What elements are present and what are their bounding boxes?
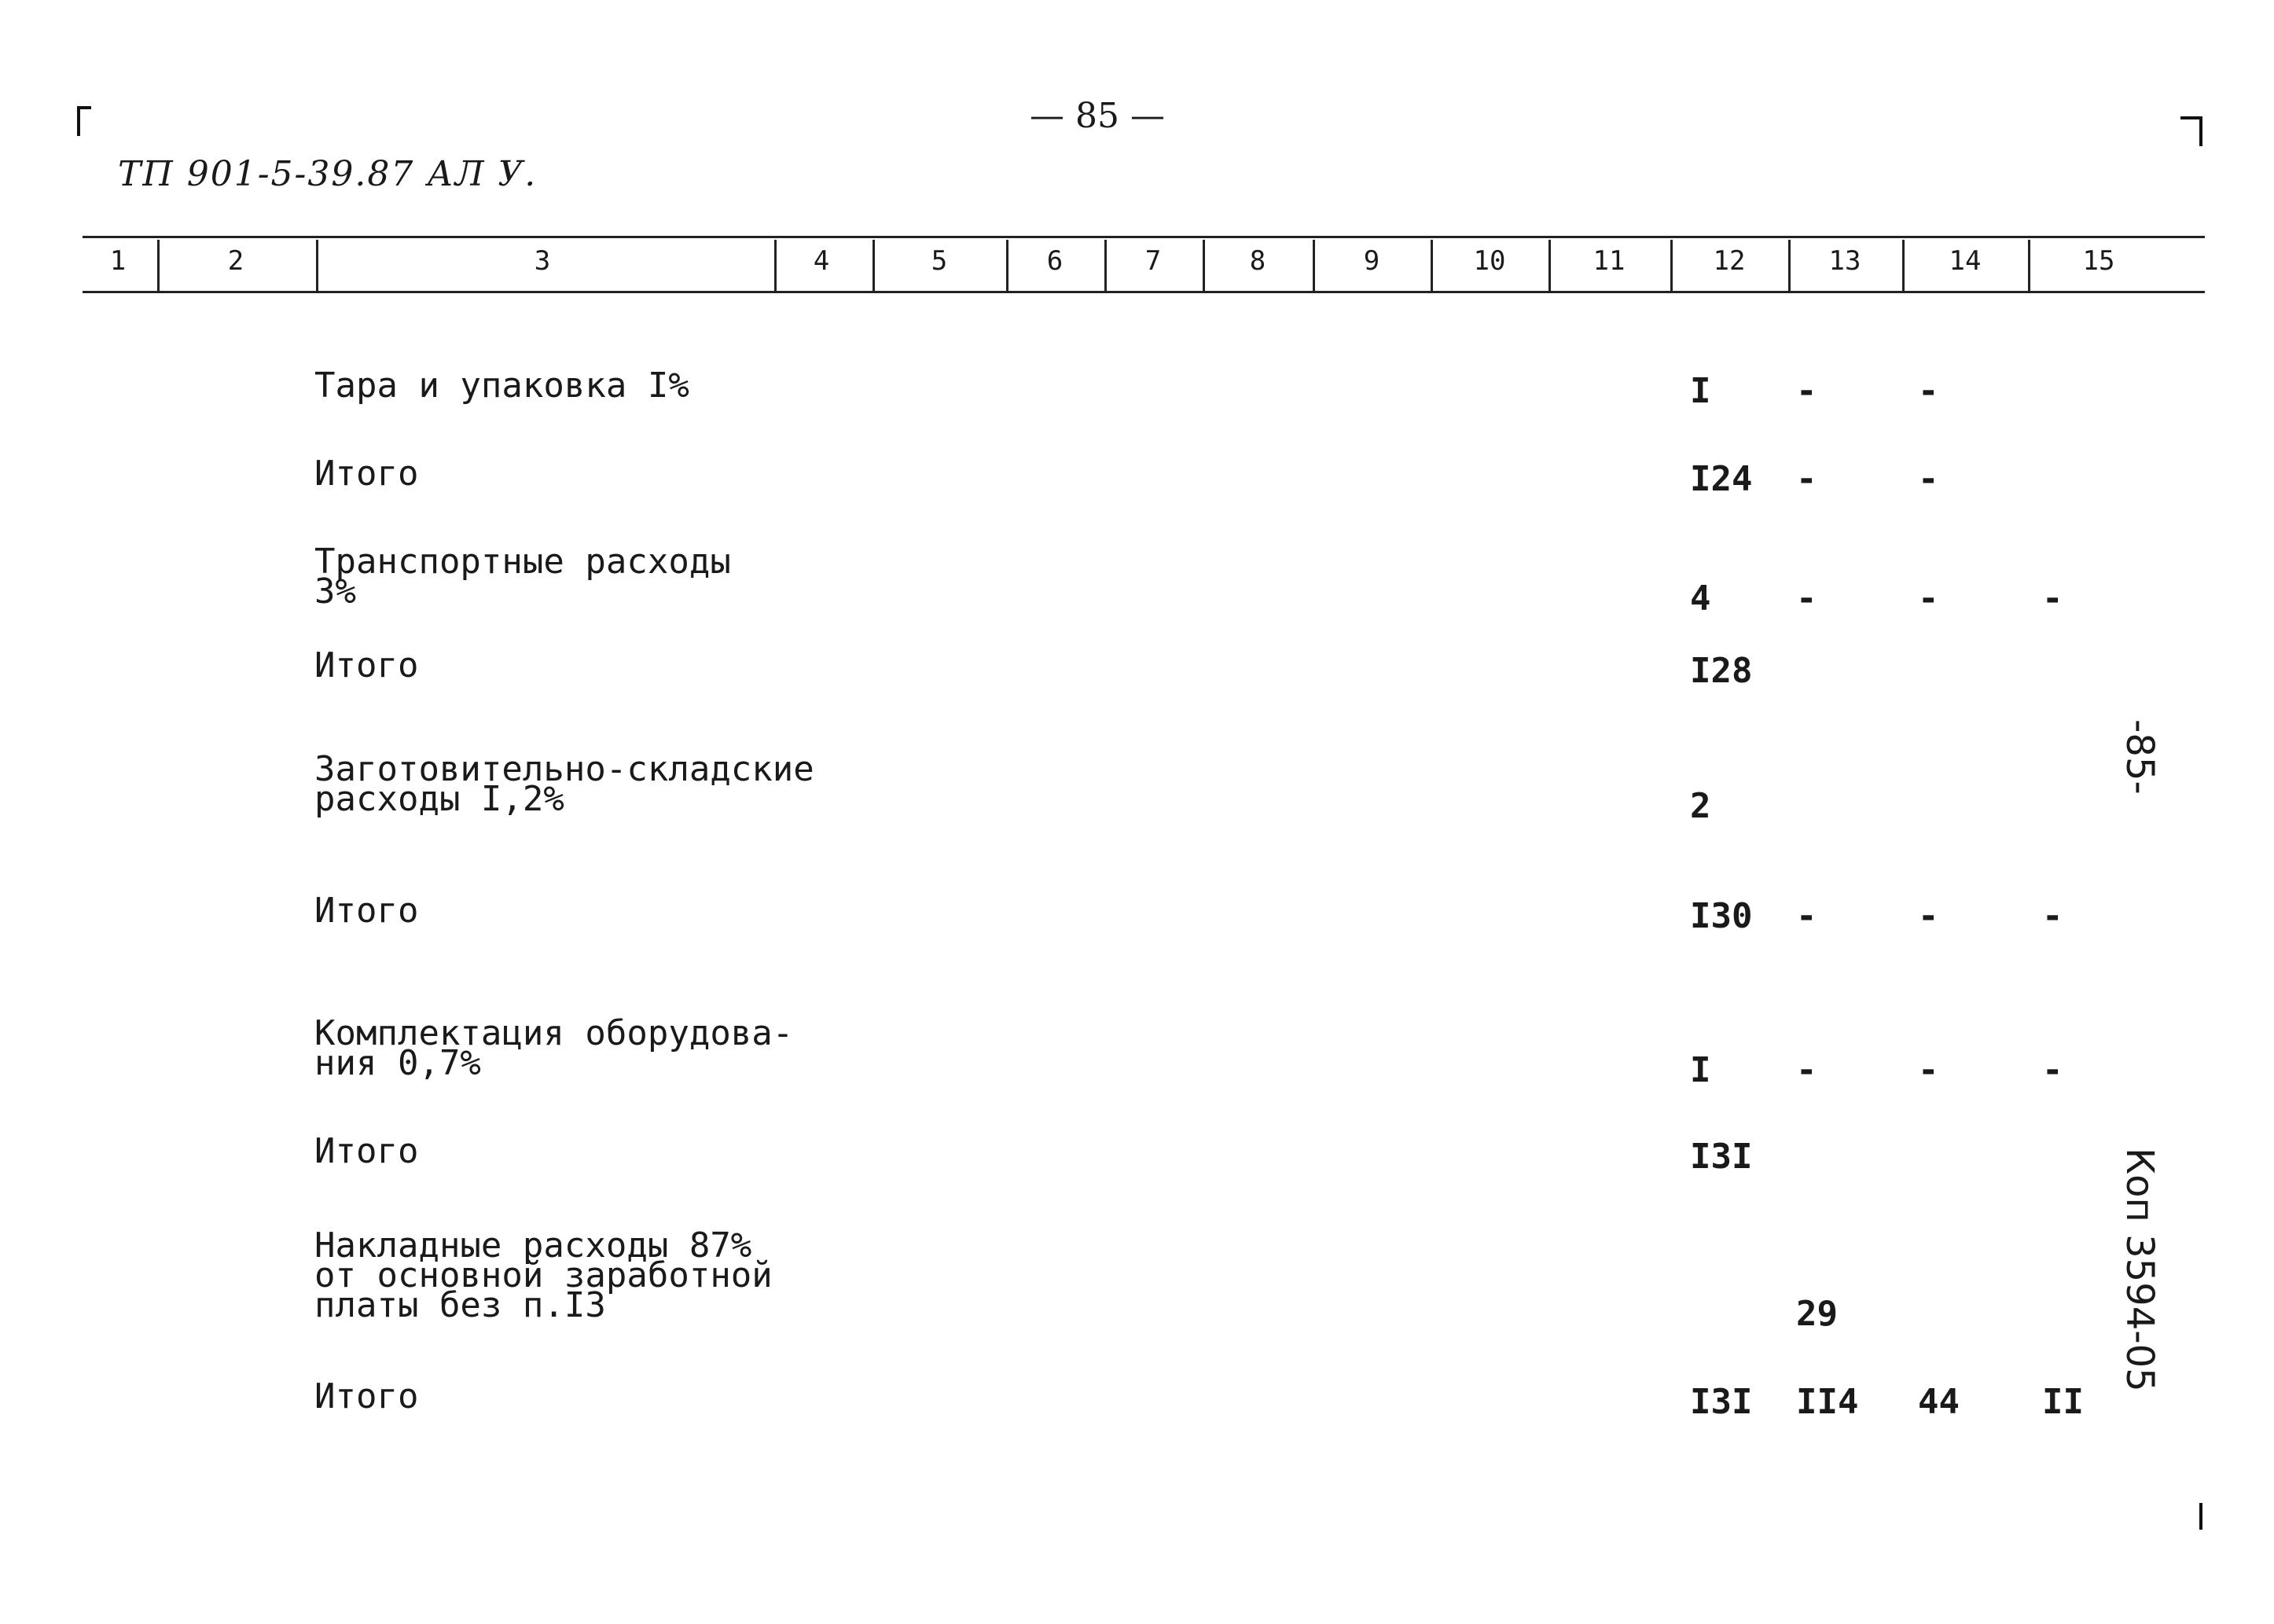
row-description: Итого	[314, 1376, 419, 1416]
cell-col14: 44	[1918, 1382, 1960, 1422]
col-sep	[1104, 240, 1107, 292]
page-number: — 85 —	[1030, 96, 1165, 136]
cell-col12: I3I	[1690, 1382, 1753, 1422]
col-sep	[774, 240, 777, 292]
row-description: Транспортные расходы 3%	[314, 542, 731, 612]
row-description: Итого	[314, 891, 419, 931]
cell-col14: -	[1918, 371, 1939, 411]
cell-col14: -	[1918, 896, 1939, 936]
cell-col13: -	[1796, 1050, 1817, 1090]
cell-col14: -	[1918, 1050, 1939, 1090]
document-code: ТП 901-5-39.87 АЛ У.	[118, 154, 538, 194]
cell-col12: I	[1690, 1050, 1711, 1090]
col-sep	[1670, 240, 1673, 292]
cell-col14: -	[1918, 579, 1939, 619]
cell-col13: II4	[1796, 1382, 1859, 1422]
col-sep	[1203, 240, 1205, 292]
row-description: Итого	[314, 454, 419, 494]
table-header-top-rule	[83, 236, 2205, 238]
row-description: Накладные расходы 87% от основной заработной платы без п.I3	[314, 1225, 773, 1325]
corner-mark-top-right-h	[2180, 116, 2202, 119]
cell-col13: -	[1796, 459, 1817, 499]
column-number: 10	[1473, 245, 1506, 277]
column-number: 4	[813, 245, 830, 277]
cell-col13: -	[1796, 371, 1817, 411]
column-number: 6	[1046, 245, 1064, 277]
cell-col14: -	[1918, 459, 1939, 499]
row-description: Тара и упаковка I%	[314, 366, 689, 406]
col-sep	[1902, 240, 1905, 292]
cell-col13: -	[1796, 896, 1817, 936]
column-number: 12	[1713, 245, 1746, 277]
column-number: 13	[1828, 245, 1861, 277]
col-sep	[157, 240, 160, 292]
side-page-mark: -85-	[2118, 719, 2162, 795]
corner-mark-top-right	[2199, 116, 2202, 146]
row-description: Итого	[314, 1131, 419, 1171]
col-sep	[1431, 240, 1433, 292]
corner-mark-top-left	[77, 106, 80, 136]
cell-col15: -	[2042, 896, 2063, 936]
column-number: 15	[2082, 245, 2115, 277]
cell-col13: 29	[1796, 1294, 1838, 1334]
col-sep	[872, 240, 875, 292]
col-sep	[1788, 240, 1791, 292]
cell-col12: I30	[1690, 896, 1753, 936]
cell-col12: 4	[1690, 579, 1711, 619]
side-copy-mark: Коп 3594-05	[2118, 1148, 2162, 1392]
col-sep	[1313, 240, 1315, 292]
column-number: 1	[109, 245, 127, 277]
col-sep	[1006, 240, 1008, 292]
cell-col13: -	[1796, 579, 1817, 619]
column-number: 7	[1144, 245, 1162, 277]
cell-col12: I24	[1690, 459, 1753, 499]
column-number: 14	[1949, 245, 1982, 277]
row-description: Итого	[314, 645, 419, 685]
corner-mark-bottom-right	[2199, 1503, 2202, 1530]
cell-col15: II	[2042, 1382, 2084, 1422]
cell-col15: -	[2042, 579, 2063, 619]
column-number: 2	[227, 245, 244, 277]
cell-col12: I28	[1690, 651, 1753, 691]
column-number: 5	[931, 245, 948, 277]
col-sep	[316, 240, 318, 292]
corner-mark-top-left-h	[77, 106, 91, 109]
column-number: 11	[1593, 245, 1626, 277]
row-description: Заготовительно-складские расходы I,2%	[314, 749, 814, 819]
cell-col12: I	[1690, 371, 1711, 411]
column-number: 8	[1249, 245, 1266, 277]
row-description: Комплектация оборудова- ния 0,7%	[314, 1013, 794, 1083]
table-header-bottom-rule	[83, 291, 2205, 293]
cell-col12: I3I	[1690, 1137, 1753, 1177]
col-sep	[1548, 240, 1551, 292]
column-number: 9	[1363, 245, 1380, 277]
cell-col12: 2	[1690, 786, 1711, 826]
column-number: 3	[534, 245, 551, 277]
cell-col15: -	[2042, 1050, 2063, 1090]
col-sep	[2028, 240, 2030, 292]
